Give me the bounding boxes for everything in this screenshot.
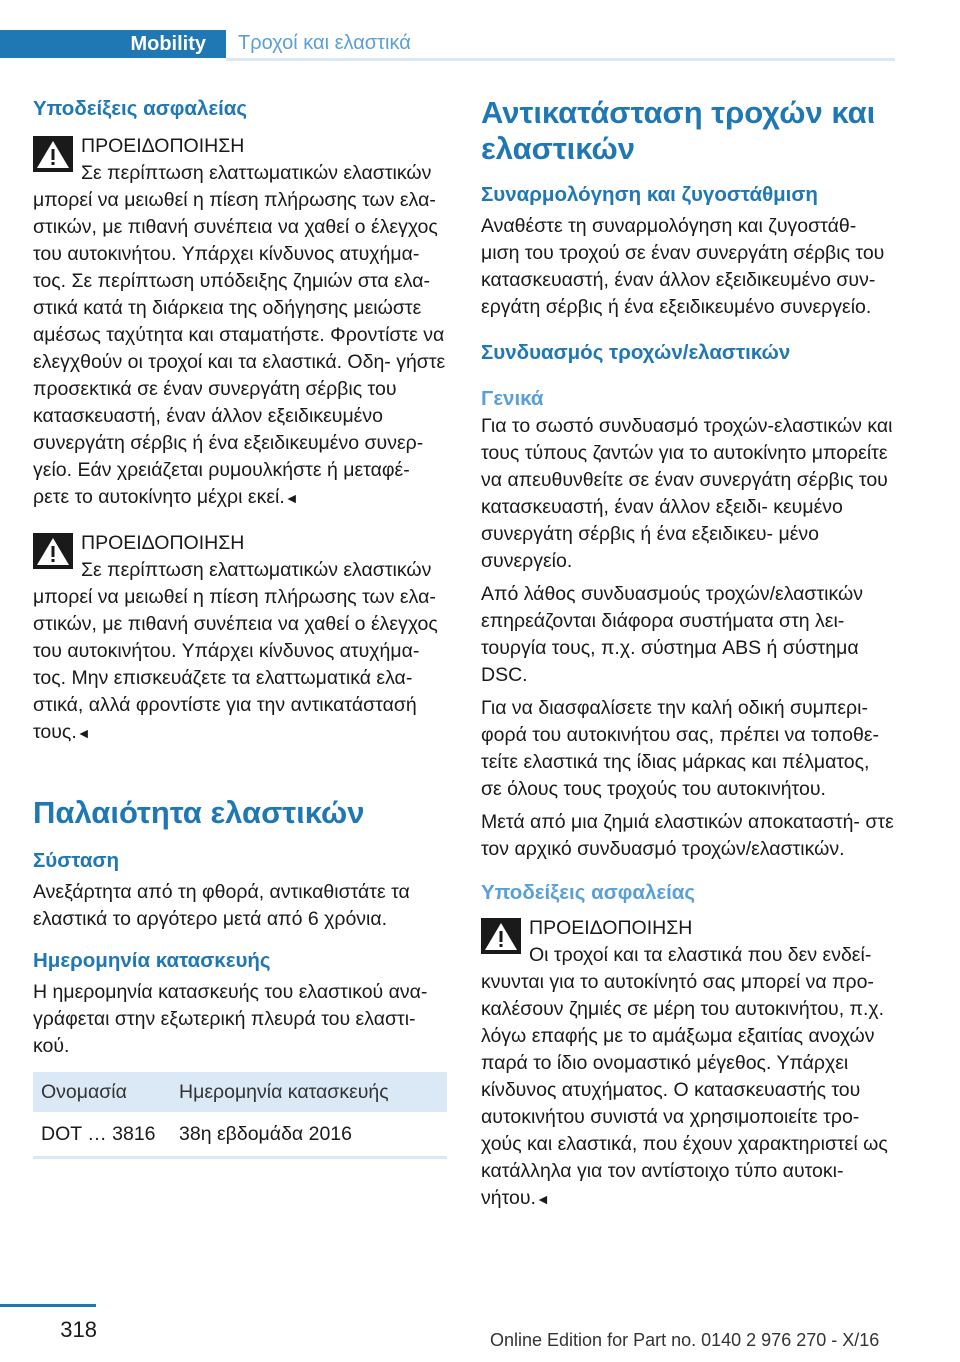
date-text: Η ημερομηνία κατασκευής του ελαστικού ανα‐ γράφεται στην εξωτερική πλευρά του ελαστι‐ κού.: [33, 981, 428, 1057]
edition-note: Online Edition for Part no. 0140 2 976 270 - X/16: [490, 1330, 880, 1350]
date-heading: Ημερομηνία κατασκευής: [33, 949, 271, 972]
warning-label: ΠΡΟΕΙΔΟΠΟΙΗΣΗ: [81, 532, 245, 554]
warning-block-2: [33, 530, 447, 747]
general-paragraph-3: Για να διασφαλίσετε την καλή οδική συμπερι‐ φορά του αυτοκινήτου σας, πρέπει να τοποθε‐ τείτε ελαστικά της ίδιας μάρκας και πέλματος, σε όλους τους τροχούς του αυτοκινήτου.: [481, 697, 880, 800]
warning-label: ΠΡΟΕΙΔΟΠΟΙΗΣΗ: [81, 135, 245, 157]
warning-block-1: [33, 133, 447, 512]
chapter-label: Τροχοί και ελαστικά: [238, 32, 411, 54]
end-marker: ◄: [535, 1191, 550, 1207]
table-cell: 38η εβδομάδα 2016: [171, 1112, 447, 1158]
footer-rule: [0, 1304, 96, 1307]
table-header-cell: Ονομασία: [33, 1072, 171, 1112]
mount-text: Αναθέστε τη συναρμολόγηση και ζυγοστάθ‐ μιση του τροχού σε έναν συνεργάτη σέρβις του κατασκευαστή, έναν άλλον εξειδικευμένο συν‐ εργάτη σέρβις ή ένα εξειδικευμένο συνεργείο.: [481, 215, 885, 318]
table-header-row: [33, 1072, 447, 1112]
warning-first-line: Σε περίπτωση ελαττωματικών ελαστικών: [81, 162, 432, 184]
safety-heading: Υποδείξεις ασφαλείας: [33, 97, 248, 120]
warning-triangle-icon: [33, 533, 73, 569]
end-marker: ◄: [284, 490, 299, 506]
warning-triangle-icon: [481, 918, 521, 954]
warning-first-line: Οι τροχοί και τα ελαστικά που δεν ενδεί‐: [529, 944, 872, 966]
running-header: [0, 0, 895, 62]
warning-label: ΠΡΟΕΙΔΟΠΟΙΗΣΗ: [529, 917, 693, 939]
age-title: Παλαιότητα ελαστικών: [33, 795, 365, 830]
left-column: [33, 95, 447, 1159]
safety-heading-right: Υποδείξεις ασφαλείας: [481, 881, 696, 904]
replace-title: Αντικατάσταση τροχών και ελαστικών: [481, 95, 876, 166]
warning-triangle-icon: [33, 136, 73, 172]
right-column: [481, 95, 895, 1213]
dot-table: [33, 1072, 447, 1159]
general-heading: Γενικά: [481, 387, 544, 410]
warning-body: κνυνται για το αυτοκίνητό σας μπορεί να προ‐ καλέσουν ζημιές σε μέρη του αυτοκινήτου, π.χ. λόγω επαφής με το αμάξωμα εξαιτίας ανοχών παρά το ίδιο ονομαστικό μέγεθος. Υπάρχει κίνδυνος ατυχήματος. Ο κατασκευαστής του αυτοκινήτου συνιστά να χρησιμοποιείτε τρο‐ χούς και ελαστικά, που έχουν χαρακτηριστεί ως κατάλληλα για τον αντίστοιχο τύπο αυτοκι‐ νήτου.: [481, 971, 888, 1209]
section-tab: [0, 30, 226, 58]
table-header-cell: Ημερομηνία κατασκευής: [171, 1072, 447, 1112]
warning-block-3: [481, 915, 895, 1213]
header-rule: [226, 58, 895, 61]
warning-text: [33, 584, 447, 747]
warning-text: [33, 187, 447, 512]
mount-heading: Συναρμολόγηση και ζυγοστάθμιση: [481, 183, 818, 206]
general-paragraph-4: Μετά από μια ζημιά ελαστικών αποκαταστή‐ στε τον αρχικό συνδυασμό τροχών/ελαστικών.: [481, 811, 894, 860]
warning-first-line: Σε περίπτωση ελαττωματικών ελαστικών: [81, 559, 432, 581]
general-paragraph-2: Από λάθος συνδυασμούς τροχών/ελαστικών επηρεάζονται διάφορα συστήματα στη λει‐ τουργία τους, π.χ. σύστημα ABS ή σύστημα DSC.: [481, 583, 863, 686]
warning-body: μπορεί να μειωθεί η πίεση πλήρωσης των ελα‐ στικών, με πιθανή συνέπεια να χαθεί ο έλεγχος του αυτοκινήτου. Υπάρχει κίνδυνος ατυχήμα‐ τος. Μην επισκευάζετε τα ελαττωματικά ελα‐ στικά, αλλά φροντίστε για την αντικατάστασή τους.: [33, 586, 438, 743]
warning-text: [481, 969, 895, 1213]
combo-heading: Συνδυασμός τροχών/ελαστικών: [481, 341, 791, 364]
table-cell: DOT … 3816: [33, 1112, 171, 1158]
recommendation-text: Ανεξάρτητα από τη φθορά, αντικαθιστάτε τα ελαστικά το αργότερο μετά από 6 χρόνια.: [33, 881, 410, 930]
recommendation-heading: Σύσταση: [33, 849, 119, 872]
general-paragraph-1: Για το σωστό συνδυασμό τροχών-ελαστικών και τους τύπους ζαντών για το αυτοκίνητο μπορείτε να απευθυνθείτε σε έναν συνεργάτη σέρβις του κατασκευαστή, έναν άλλον εξειδι‐ κευμένο συνεργάτη σέρβις ή ένα εξειδικευ‐ μένο συνεργείο.: [481, 415, 893, 572]
page-number: 318: [60, 1317, 97, 1342]
warning-body: μπορεί να μειωθεί η πίεση πλήρωσης των ελα‐ στικών, με πιθανή συνέπεια να χαθεί ο έλεγχος του αυτοκινήτου. Υπάρχει κίνδυνος ατυχήμα‐ τος. Σε περίπτωση υπόδειξης ζημιών στα ελα‐ στικά κατά τη διάρκεια της οδήγησης μειώστε αμέσως ταχύτητα και σταματήστε. Φροντίστε να ελεγχθούν οι τροχοί και τα ελαστικά. Οδη‐ γήστε προσεκτικά σε έναν συνεργάτη σέρβις του κατασκευαστή, έναν άλλον εξειδικευμένο συνεργάτη σέρβις ή ένα εξειδικευμένο συνερ‐ γείο. Εάν χρειάζεται ρυμουλκήστε ή μεταφέ‐ ρετε το αυτοκίνητο μέχρι εκεί.: [33, 189, 446, 508]
table-row: [33, 1112, 447, 1158]
end-marker: ◄: [76, 725, 91, 741]
section-label: Mobility: [130, 33, 206, 55]
